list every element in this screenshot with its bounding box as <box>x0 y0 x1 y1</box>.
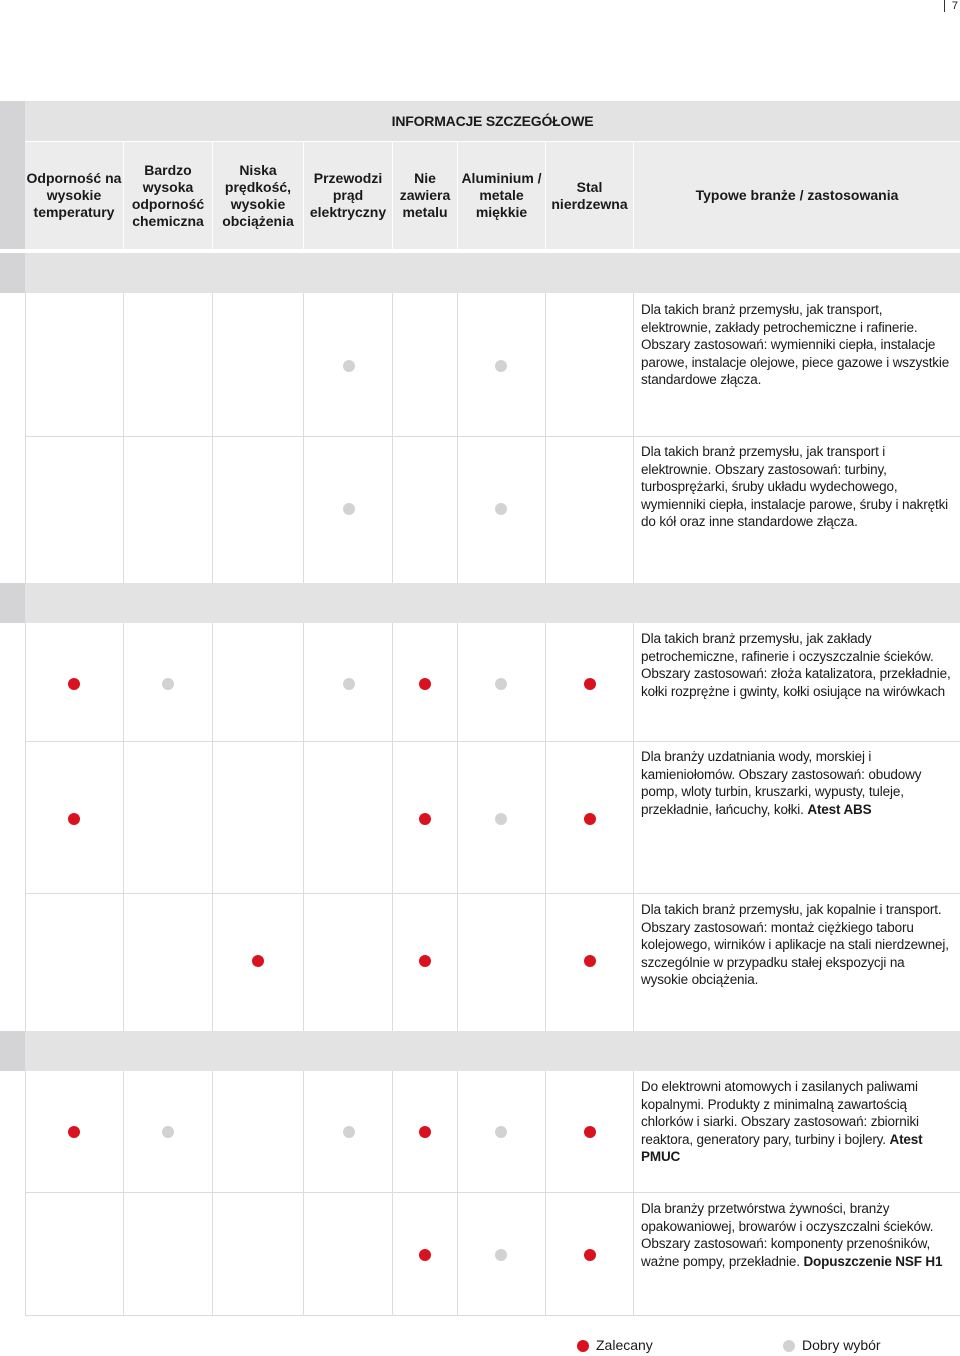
row-6-description <box>641 1078 955 1166</box>
legend-recommended-label: Zalecany <box>596 1337 653 1353</box>
recommended-dot-icon <box>68 1126 80 1138</box>
recommended-dot-icon <box>584 955 596 967</box>
good-choice-dot-icon <box>495 360 507 372</box>
row-1-description <box>641 301 955 389</box>
col-header-label: Aluminium / metale miękkie <box>461 170 542 220</box>
col-header-label: Stal nierdzewna <box>551 178 628 212</box>
page-number: 7 <box>944 0 960 12</box>
description-text: Dla takich branż przemysłu, jak zakłady petrochemiczne, rafinerie i oczyszczalnie ścieków. Obszary zastosowań: złoża katalizatora, przekładnie, kołki rozprężne i gwinty, kołki osiujące na wirówkach <box>641 631 951 699</box>
section-band-1 <box>0 253 960 293</box>
recommended-dot-icon <box>68 813 80 825</box>
good-choice-dot-icon <box>343 678 355 690</box>
recommended-dot-icon <box>584 1126 596 1138</box>
col-header-low-speed-high-load <box>213 142 303 249</box>
section-band-3-left <box>0 1031 25 1071</box>
description-text: Do elektrowni atomowych i zasilanych paliwami kopalnymi. Produkty z minimalną zawartością chlorków i siarki. Obszary zastosowań: zbiorniki reaktora, generatory pary, turbiny i bojlery. <box>641 1079 919 1147</box>
col-header-metal-free <box>393 142 457 249</box>
recommended-dot-icon <box>419 813 431 825</box>
certification-label: Dopuszczenie NSF H1 <box>803 1253 943 1269</box>
row-5-description <box>641 901 955 989</box>
legend-good-label: Dobry wybór <box>802 1337 881 1353</box>
recommended-dot-icon <box>68 678 80 690</box>
good-choice-dot-icon <box>495 813 507 825</box>
section-band-3 <box>0 1031 960 1071</box>
col-header-aluminium-soft-metals <box>458 142 545 249</box>
table-title: INFORMACJE SZCZEGÓŁOWE <box>25 101 960 141</box>
good-choice-dot-icon <box>495 1126 507 1138</box>
section-band-2 <box>0 583 960 623</box>
good-choice-dot-icon <box>162 678 174 690</box>
recommended-dot-icon <box>419 1126 431 1138</box>
col-header-industries <box>634 142 960 249</box>
col-header-label: Nie zawiera metalu <box>399 170 451 220</box>
col-header-label: Przewodzi prąd elektryczny <box>309 170 387 220</box>
recommended-dot-icon <box>252 955 264 967</box>
col-header-high-temperature <box>25 142 123 249</box>
good-choice-dot-icon <box>495 1249 507 1261</box>
recommended-dot-icon <box>419 678 431 690</box>
title-band-left <box>0 101 25 249</box>
recommended-dot-icon <box>584 678 596 690</box>
good-choice-dot-icon <box>495 678 507 690</box>
recommended-dot-icon <box>584 813 596 825</box>
description-text: Dla takich branż przemysłu, jak kopalnie i transport. Obszary zastosowań: montaż ciężkiego taboru kolejowego, wirników i aplikacje na stali nierdzewnej, szczególnie w przypadku stałej ekspozycji na wysokie obciążenia. <box>641 902 949 988</box>
row-2-description <box>641 443 955 531</box>
row-4-description <box>641 748 955 818</box>
col-header-label: Bardzo wysoka odporność chemiczna <box>131 161 205 229</box>
good-choice-dot-icon <box>343 1126 355 1138</box>
col-header-chemical-resistance <box>124 142 212 249</box>
good-choice-dot-icon <box>783 1340 795 1352</box>
col-header-label: Odporność na wysokie temperatury <box>26 170 122 220</box>
recommended-dot-icon <box>419 955 431 967</box>
good-choice-dot-icon <box>343 503 355 515</box>
description-text: Dla takich branż przemysłu, jak transport i elektrownie. Obszary zastosowań: turbiny, turbosprężarki, śruby układu wydechowego, wymienniki ciepła, instalacje parowe, śruby i nakrętki do kół oraz inne standardowe złącza. <box>641 444 949 530</box>
certification-label: Atest PMUC <box>641 1131 923 1165</box>
description-text: Dla branży przetwórstwa żywności, branży opakowaniowej, browarów i oczyszczalni ścieków. Obszary zastosowań: komponenty przenośników, ważne pompy, przekładnie. <box>641 1201 934 1269</box>
description-text: Dla takich branż przemysłu, jak transport, elektrownie, zakłady petrochemiczne i rafinerie. Obszary zastosowań: wymienniki ciepła, instalacje parowe, instalacje olejowe, piece gazowe i wszystkie standardowe złącza. <box>641 302 950 388</box>
section-band-2-left <box>0 583 25 623</box>
col-header-label: Niska prędkość, wysokie obciążenia <box>222 161 294 229</box>
col-header-stainless-steel <box>546 142 633 249</box>
col-header-label: Typowe branże / zastosowania <box>695 187 899 203</box>
row-3-description <box>641 630 955 700</box>
recommended-dot-icon <box>584 1249 596 1261</box>
section-band-1-left <box>0 253 25 293</box>
certification-label: Atest ABS <box>807 801 872 817</box>
recommended-dot-icon <box>577 1340 589 1352</box>
col-header-electrically-conductive <box>304 142 392 249</box>
row-7-description <box>641 1200 955 1270</box>
good-choice-dot-icon <box>162 1126 174 1138</box>
good-choice-dot-icon <box>495 503 507 515</box>
recommended-dot-icon <box>419 1249 431 1261</box>
description-text: Dla branży uzdatniania wody, morskiej i kamieniołomów. Obszary zastosowań: obudowy pomp, wloty turbin, kruszarki, wypusty, tuleje, przekładnie, łańcuchy, kołki. <box>641 749 922 817</box>
good-choice-dot-icon <box>343 360 355 372</box>
